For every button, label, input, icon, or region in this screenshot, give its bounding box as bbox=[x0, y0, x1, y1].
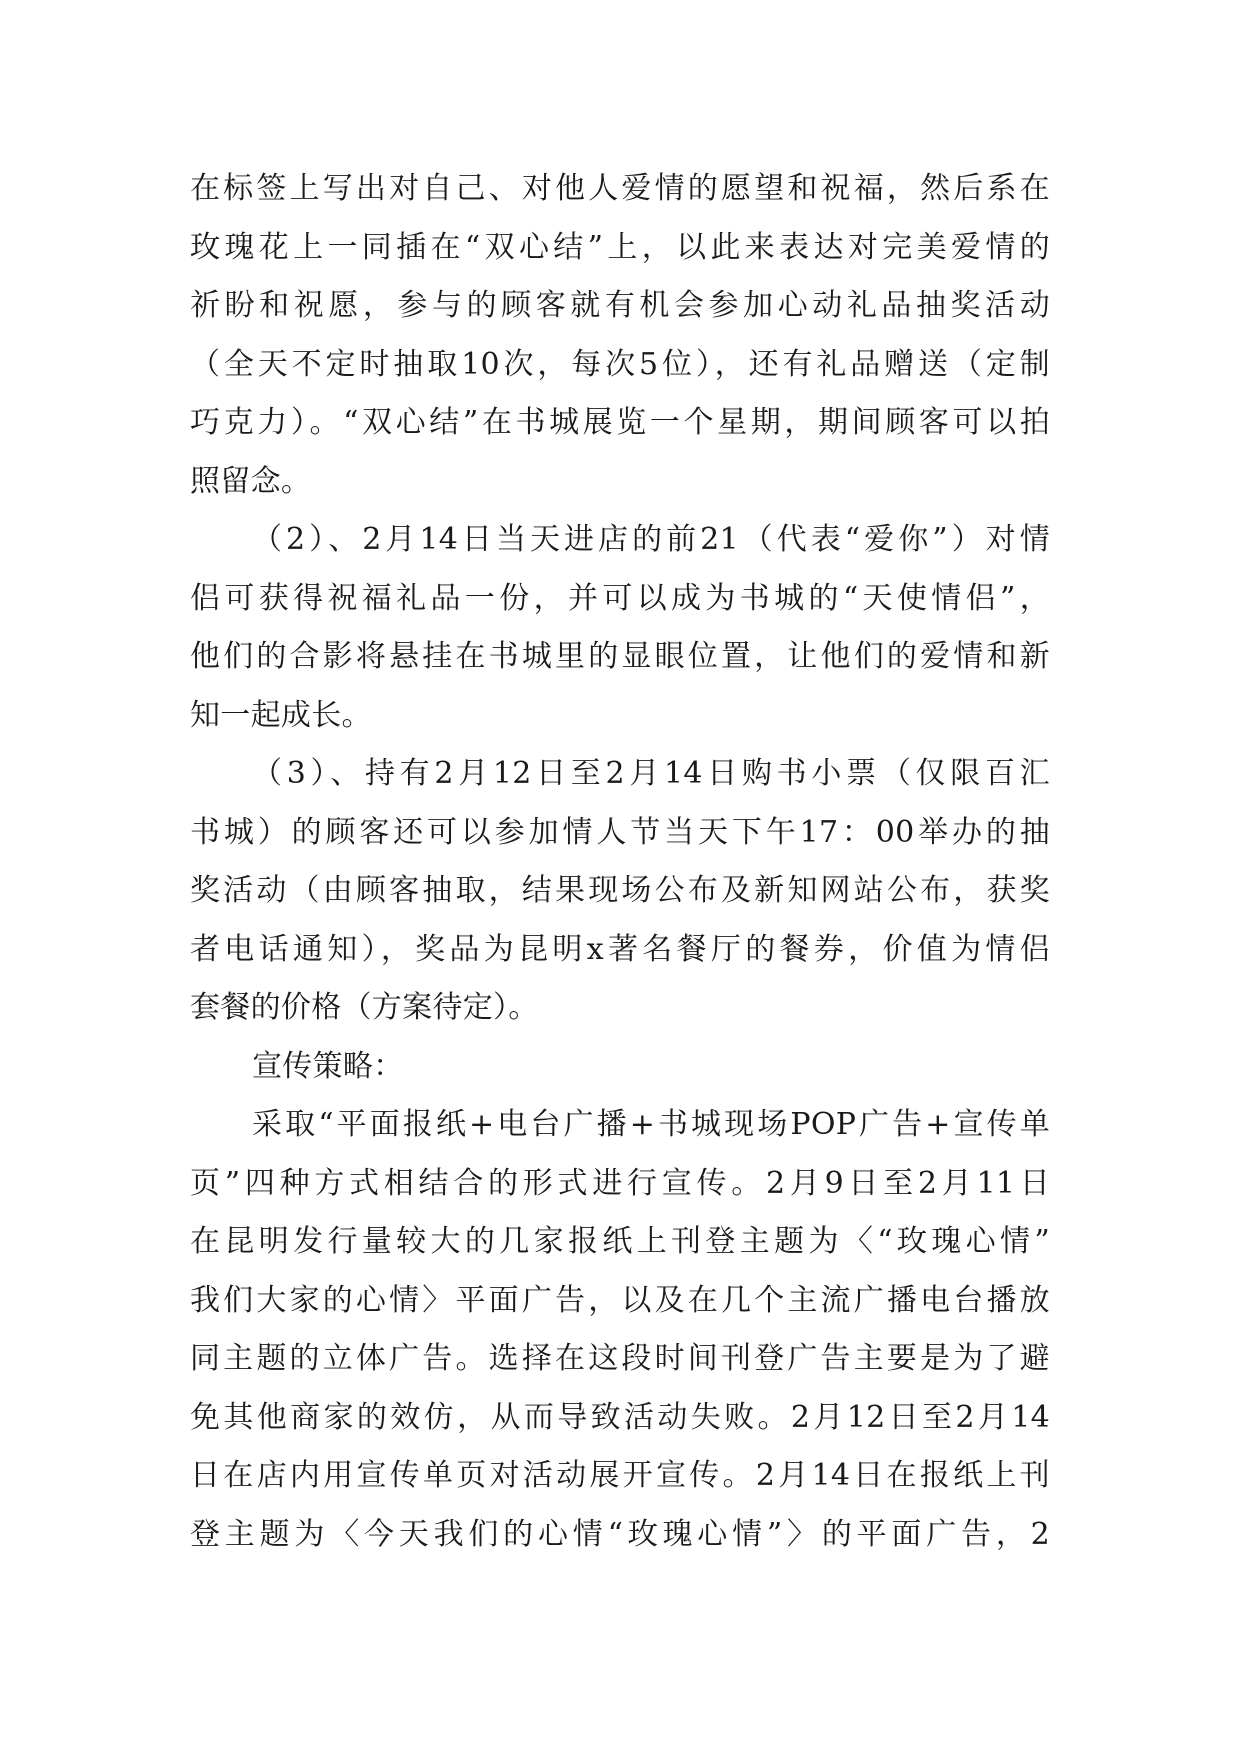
text-line: 登主题为〈今天我们的心情“玫瑰心情”〉的平面广告，2 bbox=[190, 1516, 1050, 1552]
text-line: 套餐的价格（方案待定）。 bbox=[190, 990, 539, 1025]
text-line: 在昆明发行量较大的几家报纸上刊登主题为〈“玫瑰心情” bbox=[190, 1224, 1050, 1259]
text-line: 他们的合影将悬挂在书城里的显眼位置，让他们的爱情和新 bbox=[190, 639, 1050, 674]
text-line: （2）、2月14日当天进店的前21（代表“爱你”）对情 bbox=[252, 522, 1050, 557]
text-line: 祈盼和祝愿，参与的顾客就有机会参加心动礼品抽奖活动 bbox=[190, 288, 1050, 323]
text-line: 奖活动（由顾客抽取，结果现场公布及新知网站公布，获奖 bbox=[190, 873, 1050, 908]
text-line: 我们大家的心情〉平面广告，以及在几个主流广播电台播放 bbox=[190, 1282, 1050, 1318]
text-line: 日在店内用宣传单页对活动展开宣传。2月14日在报纸上刊 bbox=[190, 1458, 1050, 1493]
text-line: 免其他商家的效仿，从而导致活动失败。2月12日至2月14 bbox=[190, 1399, 1050, 1435]
text-line: 书城）的顾客还可以参加情人节当天下午17：00举办的抽 bbox=[190, 814, 1050, 850]
text-line: 页”四种方式相结合的形式进行宣传。2月9日至2月11日 bbox=[190, 1165, 1050, 1201]
text-line: 同主题的立体广告。选择在这段时间刊登广告主要是为了避 bbox=[190, 1341, 1050, 1376]
text-line: 者电话通知），奖品为昆明x著名餐厅的餐券，价值为情侣 bbox=[190, 931, 1050, 967]
document-body bbox=[190, 160, 1050, 1564]
text-line: 玫瑰花上一同插在“双心结”上，以此来表达对完美爱情的 bbox=[190, 229, 1050, 265]
text-line: 侣可获得祝福礼品一份，并可以成为书城的“天使情侣”， bbox=[190, 580, 1050, 616]
text-line: 采取“平面报纸+电台广播+书城现场POP广告+宣传单 bbox=[252, 1107, 1050, 1142]
text-line: 宣传策略： bbox=[252, 1048, 404, 1084]
text-line: 知一起成长。 bbox=[190, 697, 372, 733]
text-line: 巧克力）。“双心结”在书城展览一个星期，期间顾客可以拍 bbox=[190, 405, 1050, 440]
text-line: （全天不定时抽取10次，每次5位），还有礼品赠送（定制 bbox=[190, 346, 1050, 382]
text-line: 在标签上写出对自己、对他人爱情的愿望和祝福，然后系在 bbox=[190, 171, 1050, 206]
text-line: 照留念。 bbox=[190, 463, 312, 499]
text-line: （3）、持有2月12日至2月14日购书小票（仅限百汇 bbox=[252, 756, 1050, 791]
